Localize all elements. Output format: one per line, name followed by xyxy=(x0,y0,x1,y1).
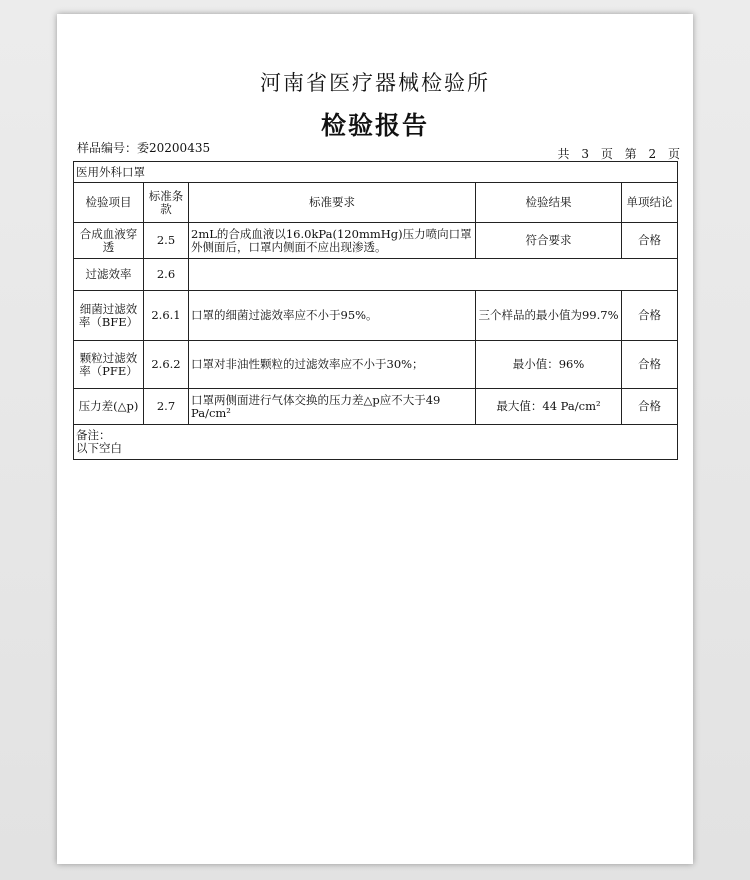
row-conclusion: 合格 xyxy=(622,291,678,341)
row-result: 符合要求 xyxy=(476,223,622,259)
row-clause: 2.6.2 xyxy=(144,341,189,389)
notes-text: 以下空白 xyxy=(76,441,122,455)
row-requirement: 口罩的细菌过滤效率应不小于95%。 xyxy=(189,291,476,341)
product-name: 医用外科口罩 xyxy=(74,162,678,183)
table-row xyxy=(74,259,678,291)
row-item: 过滤效率 xyxy=(74,259,144,291)
sample-number-value: 委20200435 xyxy=(137,141,211,155)
notes-row xyxy=(74,425,678,460)
page-total-unit: 页 xyxy=(600,147,614,161)
inspection-table xyxy=(73,161,678,460)
page-total-label: 共 xyxy=(557,147,571,161)
row-requirement xyxy=(189,259,678,291)
row-clause: 2.7 xyxy=(144,389,189,425)
product-row xyxy=(74,162,678,183)
table-header-row xyxy=(74,183,678,223)
header-requirement: 标准要求 xyxy=(189,183,476,223)
sample-number xyxy=(77,139,210,156)
row-clause: 2.5 xyxy=(144,223,189,259)
row-item: 细菌过滤效率（BFE） xyxy=(74,291,144,341)
page-info xyxy=(552,145,681,162)
row-item: 颗粒过滤效率（PFE） xyxy=(74,341,144,389)
row-requirement: 2mL的合成血液以16.0kPa(120mmHg)压力喷向口罩外侧面后，口罩内侧面不应出现渗透。 xyxy=(189,223,476,259)
header-item: 检验项目 xyxy=(74,183,144,223)
report-title: 检验报告 xyxy=(320,111,429,140)
row-clause: 2.6 xyxy=(144,259,189,291)
page-total: 3 xyxy=(581,147,590,161)
page-current: 2 xyxy=(648,147,658,161)
notes-label: 备注： xyxy=(76,428,111,442)
row-conclusion: 合格 xyxy=(622,341,678,389)
page-current-unit: 页 xyxy=(667,147,681,161)
row-conclusion: 合格 xyxy=(622,389,678,425)
sample-number-label: 样品编号： xyxy=(77,141,138,155)
notes-cell xyxy=(74,425,678,460)
row-requirement: 口罩两侧面进行气体交换的压力差△p应不大于49 Pa/cm² xyxy=(189,389,476,425)
row-result: 最大值：44 Pa/cm² xyxy=(476,389,622,425)
row-clause: 2.6.1 xyxy=(144,291,189,341)
table-row xyxy=(74,341,678,389)
row-result: 三个样品的最小值为99.7% xyxy=(476,291,622,341)
row-requirement: 口罩对非油性颗粒的过滤效率应不小于30%； xyxy=(189,341,476,389)
row-conclusion: 合格 xyxy=(622,223,678,259)
table-row xyxy=(74,389,678,425)
table-row xyxy=(74,291,678,341)
header-result: 检验结果 xyxy=(476,183,622,223)
header-conclusion: 单项结论 xyxy=(622,183,678,223)
row-item: 合成血液穿透 xyxy=(74,223,144,259)
report-sheet xyxy=(57,14,693,864)
organization-name: 河南省医疗器械检验所 xyxy=(260,71,490,95)
table-row xyxy=(74,223,678,259)
page-current-label: 第 xyxy=(624,147,638,161)
header-clause: 标准条款 xyxy=(144,183,189,223)
row-item: 压力差(△p) xyxy=(74,389,144,425)
row-result: 最小值：96% xyxy=(476,341,622,389)
